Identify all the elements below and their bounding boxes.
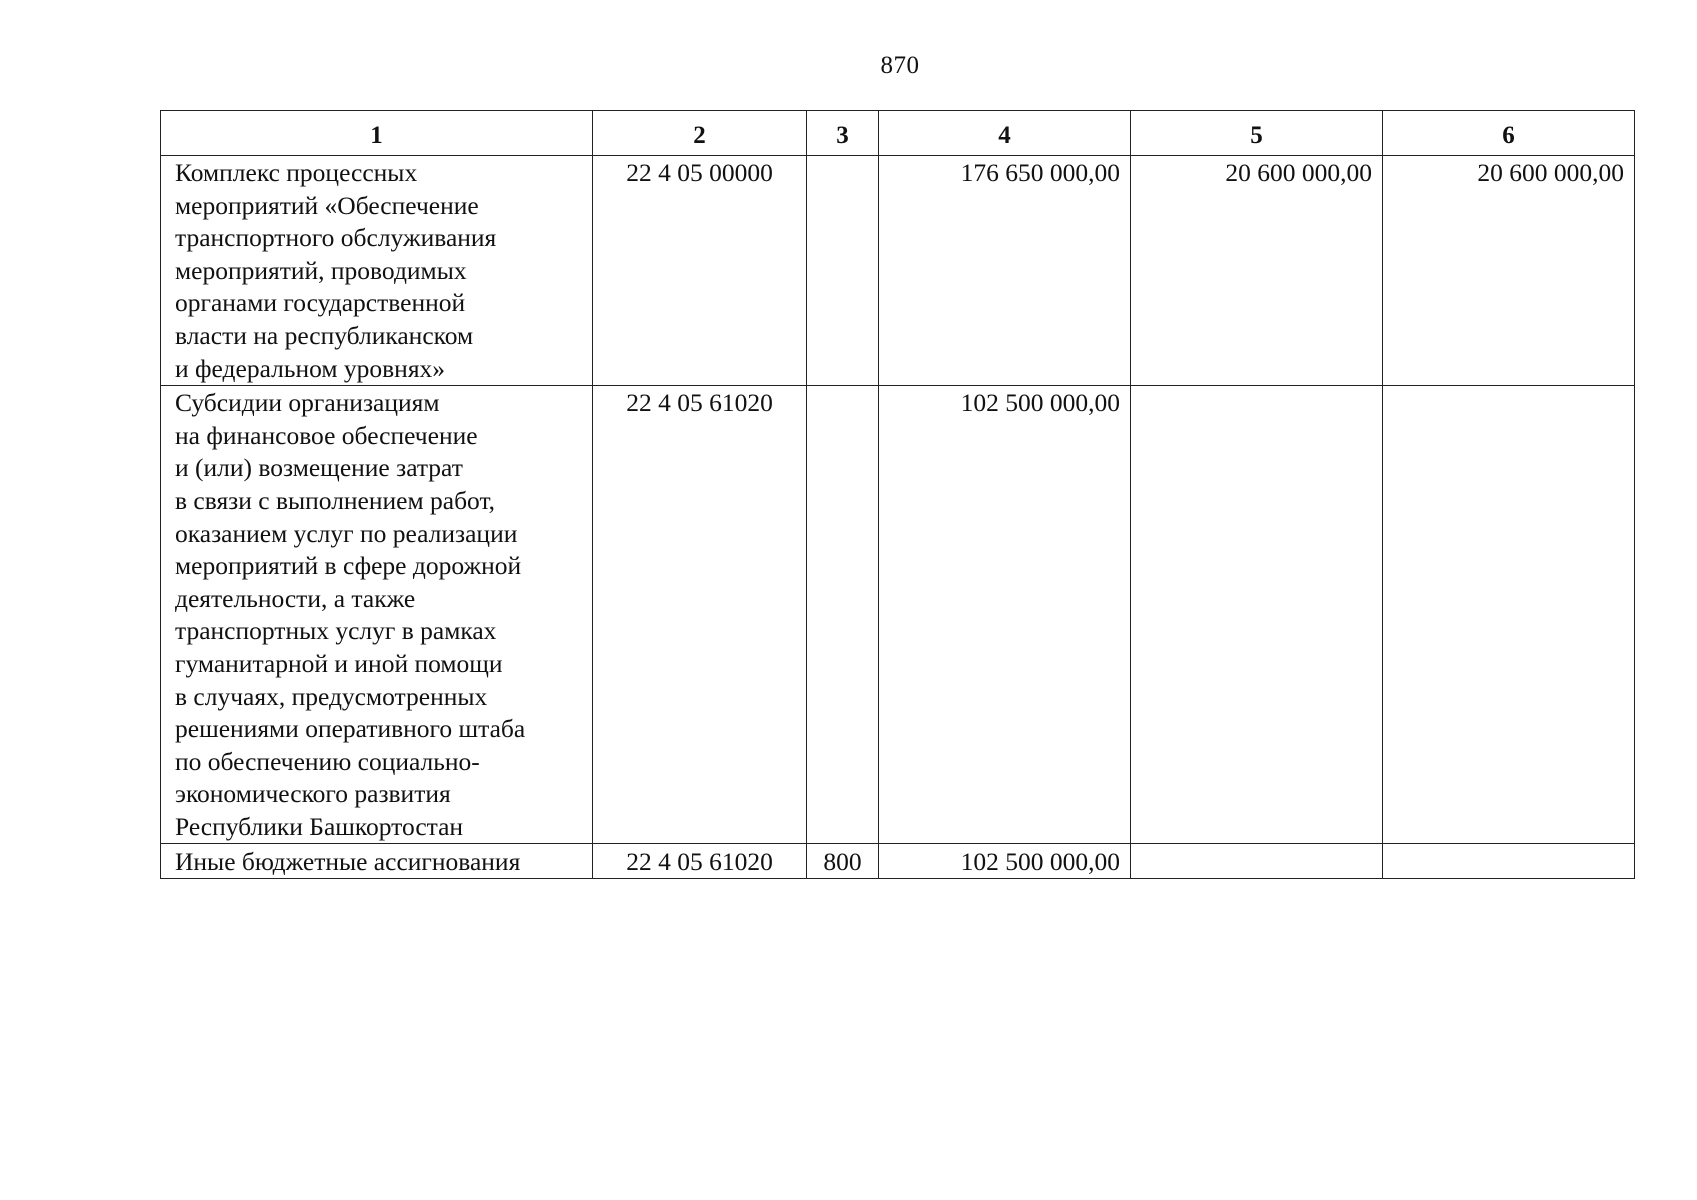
name-line: и федеральном уровнях» — [175, 353, 446, 383]
name-line: Республики Башкортостан — [175, 811, 464, 841]
code-cell: 22 4 05 00000 — [593, 156, 807, 386]
name-line: на финансовое обеспечение — [175, 420, 478, 450]
column-header-3: 3 — [807, 111, 879, 156]
amount-cell-5: 20 600 000,00 — [1131, 156, 1383, 386]
name-line: по обеспечению социально- — [175, 746, 480, 776]
column-header-2: 2 — [593, 111, 807, 156]
row-name-cell — [161, 386, 593, 844]
name-line: и (или) возмещение затрат — [175, 453, 463, 483]
table-row — [161, 156, 1635, 386]
column-header-4: 4 — [879, 111, 1131, 156]
name-line: решениями оперативного штаба — [175, 714, 526, 744]
budget-table — [160, 110, 1635, 879]
code-cell: 22 4 05 61020 — [593, 386, 807, 844]
code-cell: 22 4 05 61020 — [593, 844, 807, 879]
expense-type-cell — [807, 386, 879, 844]
amount-cell-6 — [1383, 386, 1635, 844]
expense-type-cell: 800 — [807, 844, 879, 879]
name-line: Субсидии организациям — [175, 388, 440, 418]
amount-cell-5 — [1131, 844, 1383, 879]
amount-cell-5 — [1131, 386, 1383, 844]
table-row — [161, 386, 1635, 844]
name-line: деятельности, а также — [175, 583, 416, 613]
name-line: в связи с выполнением работ, — [175, 485, 496, 515]
amount-cell-6 — [1383, 844, 1635, 879]
name-line: гуманитарной и иной помощи — [175, 648, 503, 678]
name-line: оказанием услуг по реализации — [175, 518, 518, 548]
row-name-cell — [161, 844, 593, 879]
name-line: мероприятий в сфере дорожной — [175, 551, 522, 581]
name-line: органами государственной — [175, 288, 466, 318]
name-line: мероприятий, проводимых — [175, 255, 467, 285]
table-header-row — [161, 111, 1635, 156]
name-line: в случаях, предусмотренных — [175, 681, 488, 711]
row-name-cell — [161, 156, 593, 386]
amount-cell-4: 176 650 000,00 — [879, 156, 1131, 386]
name-line: мероприятий «Обеспечение — [175, 190, 479, 220]
table-row — [161, 844, 1635, 879]
amount-cell-4: 102 500 000,00 — [879, 844, 1131, 879]
name-line: транспортного обслуживания — [175, 223, 497, 253]
column-header-1: 1 — [161, 111, 593, 156]
name-line: власти на республиканском — [175, 320, 474, 350]
column-header-5: 5 — [1131, 111, 1383, 156]
amount-cell-4: 102 500 000,00 — [879, 386, 1131, 844]
name-line: Комплекс процессных — [175, 158, 418, 187]
name-line: экономического развития — [175, 779, 451, 809]
name-line: Иные бюджетные ассигнования — [175, 847, 521, 877]
name-line: транспортных услуг в рамках — [175, 616, 497, 646]
expense-type-cell — [807, 156, 879, 386]
amount-cell-6: 20 600 000,00 — [1383, 156, 1635, 386]
page-number: 870 — [880, 52, 920, 79]
column-header-6: 6 — [1383, 111, 1635, 156]
